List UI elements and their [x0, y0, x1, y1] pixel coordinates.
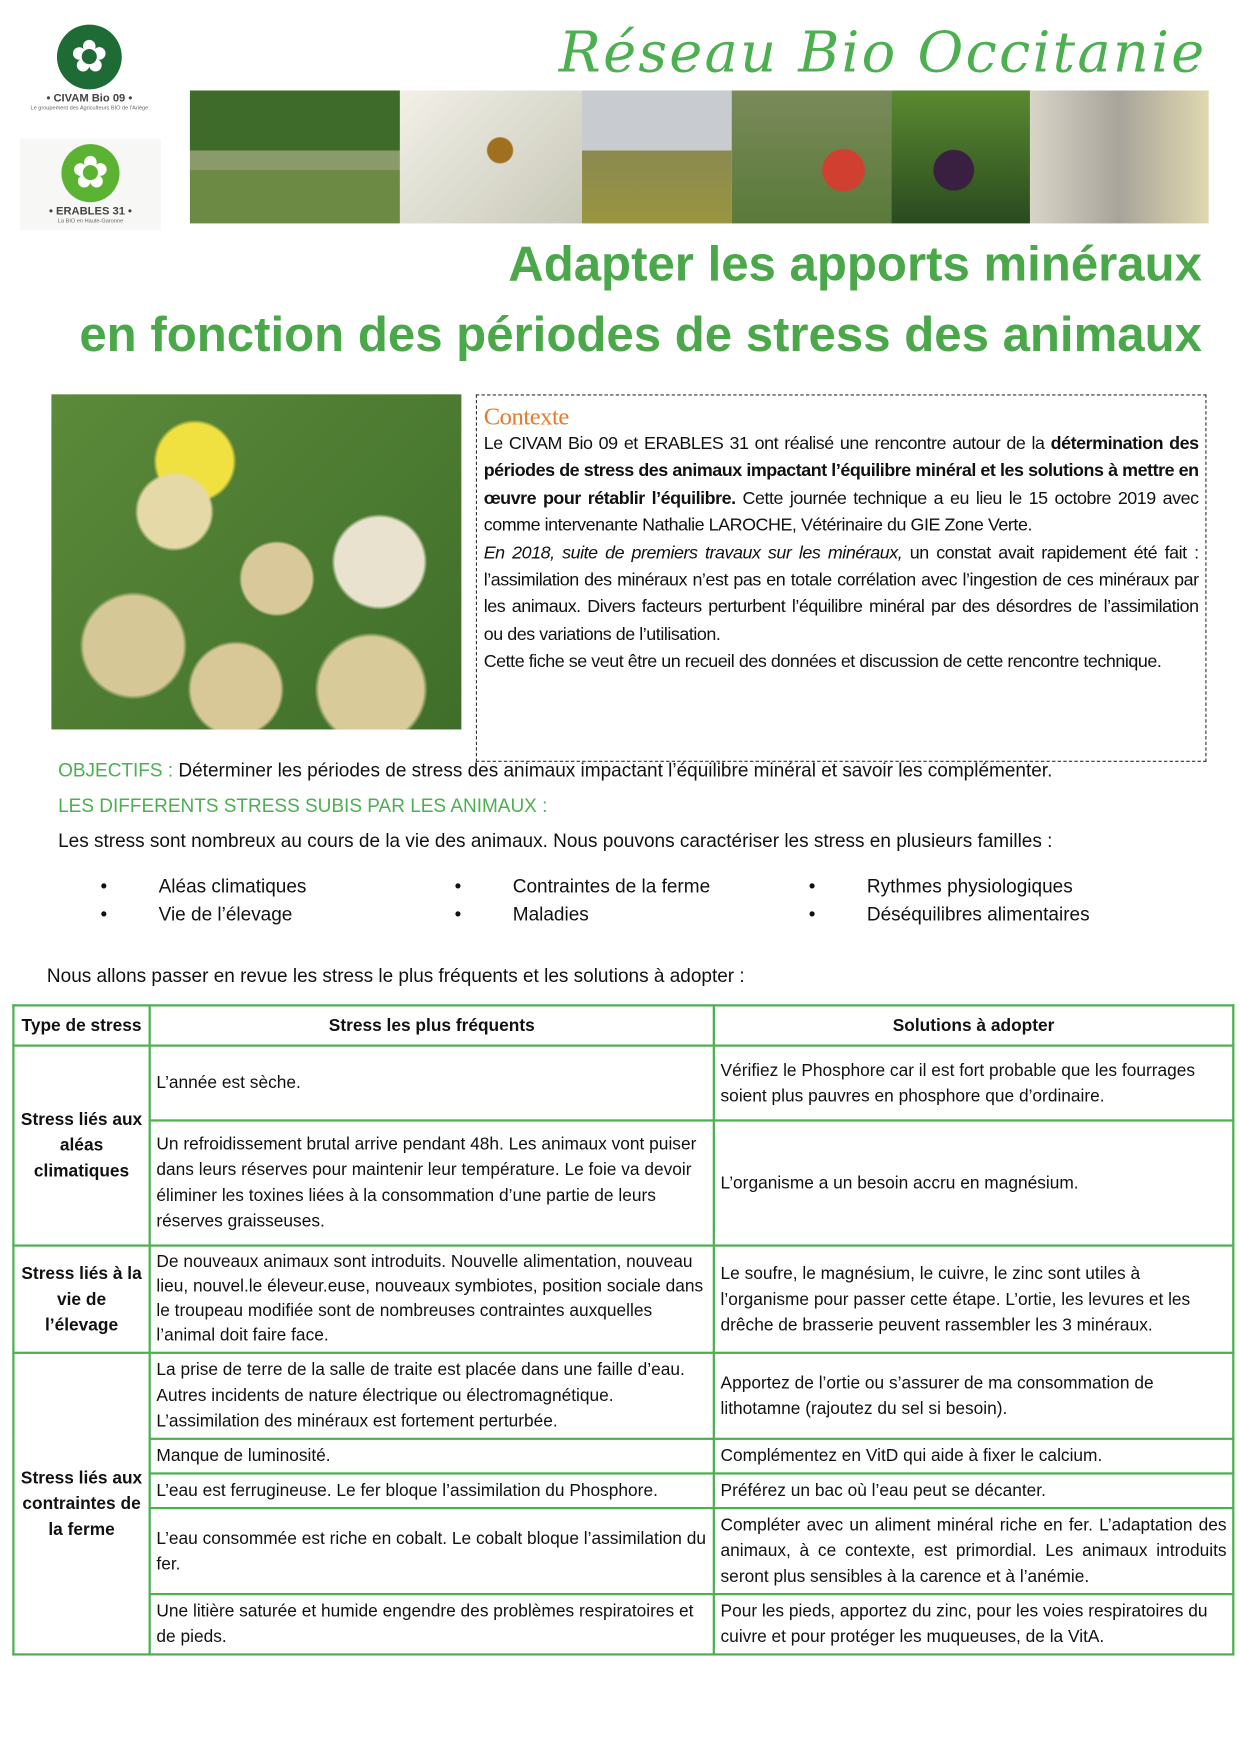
family-item: • Rythmes physiologiques [808, 875, 1073, 898]
logo-tagline: Le groupement des Agriculteurs BIO de l'Ariège [30, 105, 149, 112]
page-title-line1: Adapter les apports minéraux [508, 236, 1202, 292]
text: Cette journée technique a eu lieu le 15 octobre 2019 avec comme intervenante Nathalie LAROCHE, Vétérinaire du GIE Zone Verte. [483, 489, 1199, 536]
photo-kitchen [1030, 90, 1209, 223]
solution-cell: Le soufre, le magnésium, le cuivre, le zinc sont utiles à l’organisme pour passer cette étape. L’ortie, les levures et les drêche de brasserie peuvent rassembler les 3 minéraux. [714, 1246, 1233, 1353]
text: Le CIVAM Bio 09 et ERABLES 31 ont réalisé une rencontre autour de la [483, 434, 1051, 454]
civam-logo [17, 25, 162, 112]
objectives-text: Déterminer les périodes de stress des animaux impactant l’équilibre minéral et savoir les complémenter. [173, 759, 1053, 781]
table-row [13, 1473, 1233, 1508]
solution-cell: Complémentez en VitD qui aide à fixer le calcium. [714, 1439, 1233, 1474]
table-row [13, 1353, 1233, 1439]
stress-cell: Un refroidissement brutal arrive pendant 48h. Les animaux vont puiser dans leurs réserves pour maintenir leur température. Le foie va devoir éliminer les toxines liées à la consommation d’une partie de leurs réserves graisseuses. [150, 1120, 714, 1245]
solution-cell: L’organisme a un besoin accru en magnésium. [714, 1120, 1233, 1245]
family-label: Vie de l’élevage [158, 903, 293, 925]
flower-icon: ✿ [61, 144, 119, 202]
table-row [13, 1508, 1233, 1594]
photo-eggplant [891, 90, 1030, 223]
family-item: • Vie de l’élevage [100, 903, 293, 925]
context-heading: Contexte [483, 402, 569, 431]
type-cell: Stress liés aux contraintes de la ferme [13, 1353, 149, 1655]
context-paragraph: Cette fiche se veut être un recueil des données et discussion de cette rencontre technique. [483, 652, 1162, 672]
logo-tagline: La BIO en Haute-Garonne [57, 217, 124, 225]
stress-cell: Une litière saturée et humide engendre des problèmes respiratoires et de pieds. [150, 1594, 714, 1654]
header-type: Type de stress [13, 1005, 149, 1045]
text: un constat avait rapidement été fait : l’assimilation des minéraux n’est pas en totale corrélation avec l’ingestion de ces minéraux par les animaux. Divers facteurs perturbent l’équilibre minéral par des désordres de l’assimilation ou des variations de l’utilisation. [483, 543, 1199, 645]
stress-cell: De nouveaux animaux sont introduits. Nouvelle alimentation, nouveau lieu, nouvel.le éleveur.euse, nouveaux symbiotes, position sociale dans le troupeau modifiée sont de nombreuses contraintes auxquelles l’animal doit faire face. [150, 1246, 714, 1353]
objectives [58, 760, 1052, 782]
table-header [13, 1005, 1233, 1045]
solution-cell: Préférez un bac où l’eau peut se décanter. [714, 1473, 1233, 1508]
photo-child-goat [732, 90, 892, 223]
italic-text: En 2018, suite de premiers travaux sur les minéraux, [483, 543, 903, 563]
family-label: Maladies [512, 903, 589, 925]
table-row [13, 1594, 1233, 1654]
bold-text: détermination des périodes de stress des animaux impactant l’équilibre minéral et les solutions à mettre en œuvre pour rétablir l’équilibre. [483, 434, 1199, 509]
header-solutions: Solutions à adopter [714, 1005, 1233, 1045]
solution-cell: Pour les pieds, apportez du zinc, pour les voies respiratoires du cuivre et pour protéger les muqueuses, de la VitA. [714, 1594, 1233, 1654]
type-cell: Stress liés aux aléas climatiques [13, 1046, 149, 1246]
erables-logo [20, 139, 161, 231]
objectives-label: OBJECTIFS : [58, 759, 174, 781]
stress-heading: LES DIFFERENTS STRESS SUBIS PAR LES ANIMAUX : [58, 795, 548, 817]
family-label: Contraintes de la ferme [512, 875, 711, 898]
logo-name: • CIVAM Bio 09 • [46, 92, 133, 106]
table-row [13, 1439, 1233, 1474]
context-box [476, 394, 1207, 762]
stress-table [12, 1004, 1234, 1655]
review-intro: Nous allons passer en revue les stress le plus fréquents et les solutions à adopter : [46, 965, 745, 987]
family-label: Déséquilibres alimentaires [866, 903, 1090, 925]
header-stress: Stress les plus fréquents [150, 1005, 714, 1045]
stress-cell: L’eau est ferrugineuse. Le fer bloque l’assimilation du Phosphore. [150, 1473, 714, 1508]
type-cell: Stress liés à la vie de l’élevage [13, 1246, 149, 1353]
family-item: • Contraintes de la ferme [454, 875, 711, 898]
solution-cell: Apportez de l’ortie ou s’assurer de ma consommation de lithotamne (rajoutez du sel si besoin). [714, 1353, 1233, 1439]
table-row [13, 1246, 1233, 1353]
table-row [13, 1120, 1233, 1245]
stress-cell: L’eau consommée est riche en cobalt. Le cobalt bloque l’assimilation du fer. [150, 1508, 714, 1594]
mineral-buckets-photo [51, 394, 461, 729]
solution-cell: Compléter avec un aliment minéral riche en fer. L’adaptation des animaux, à ce contexte, est primordial. Les animaux introduits seront plus sensibles à la carence et à l’anémie. [714, 1508, 1233, 1594]
stress-cell: L’année est sèche. [150, 1046, 714, 1121]
family-label: Rythmes physiologiques [866, 875, 1073, 898]
photo-banner [190, 90, 1209, 223]
stress-intro: Les stress sont nombreux au cours de la vie des animaux. Nous pouvons caractériser les stress en plusieurs familles : [58, 830, 1053, 852]
context-paragraph [484, 540, 1199, 649]
photo-bee [400, 90, 582, 223]
context-paragraph [484, 431, 1199, 540]
logo-name: • ERABLES 31 • [49, 205, 132, 218]
family-label: Aléas climatiques [158, 875, 307, 898]
solution-cell: Vérifiez le Phosphore car il est fort probable que les fourrages soient plus pauvres en phosphore que d’ordinaire. [714, 1046, 1233, 1121]
stress-cell: Manque de luminosité. [150, 1439, 714, 1474]
photo-cattle [190, 90, 400, 223]
family-item: • Aléas climatiques [100, 875, 307, 898]
table-row [13, 1046, 1233, 1121]
family-item: • Maladies [454, 903, 589, 925]
page-title-line2: en fonction des périodes de stress des animaux [79, 307, 1202, 362]
family-item: • Déséquilibres alimentaires [808, 903, 1090, 925]
stress-cell: La prise de terre de la salle de traite est placée dans une faille d’eau. Autres incidents de nature électrique ou électromagnétique. L’assimilation des minéraux est fortement perturbée. [150, 1353, 714, 1439]
flower-icon: ✿ [57, 25, 122, 90]
photo-field [582, 90, 732, 223]
brand-title: Réseau Bio Occitanie [558, 20, 1207, 85]
